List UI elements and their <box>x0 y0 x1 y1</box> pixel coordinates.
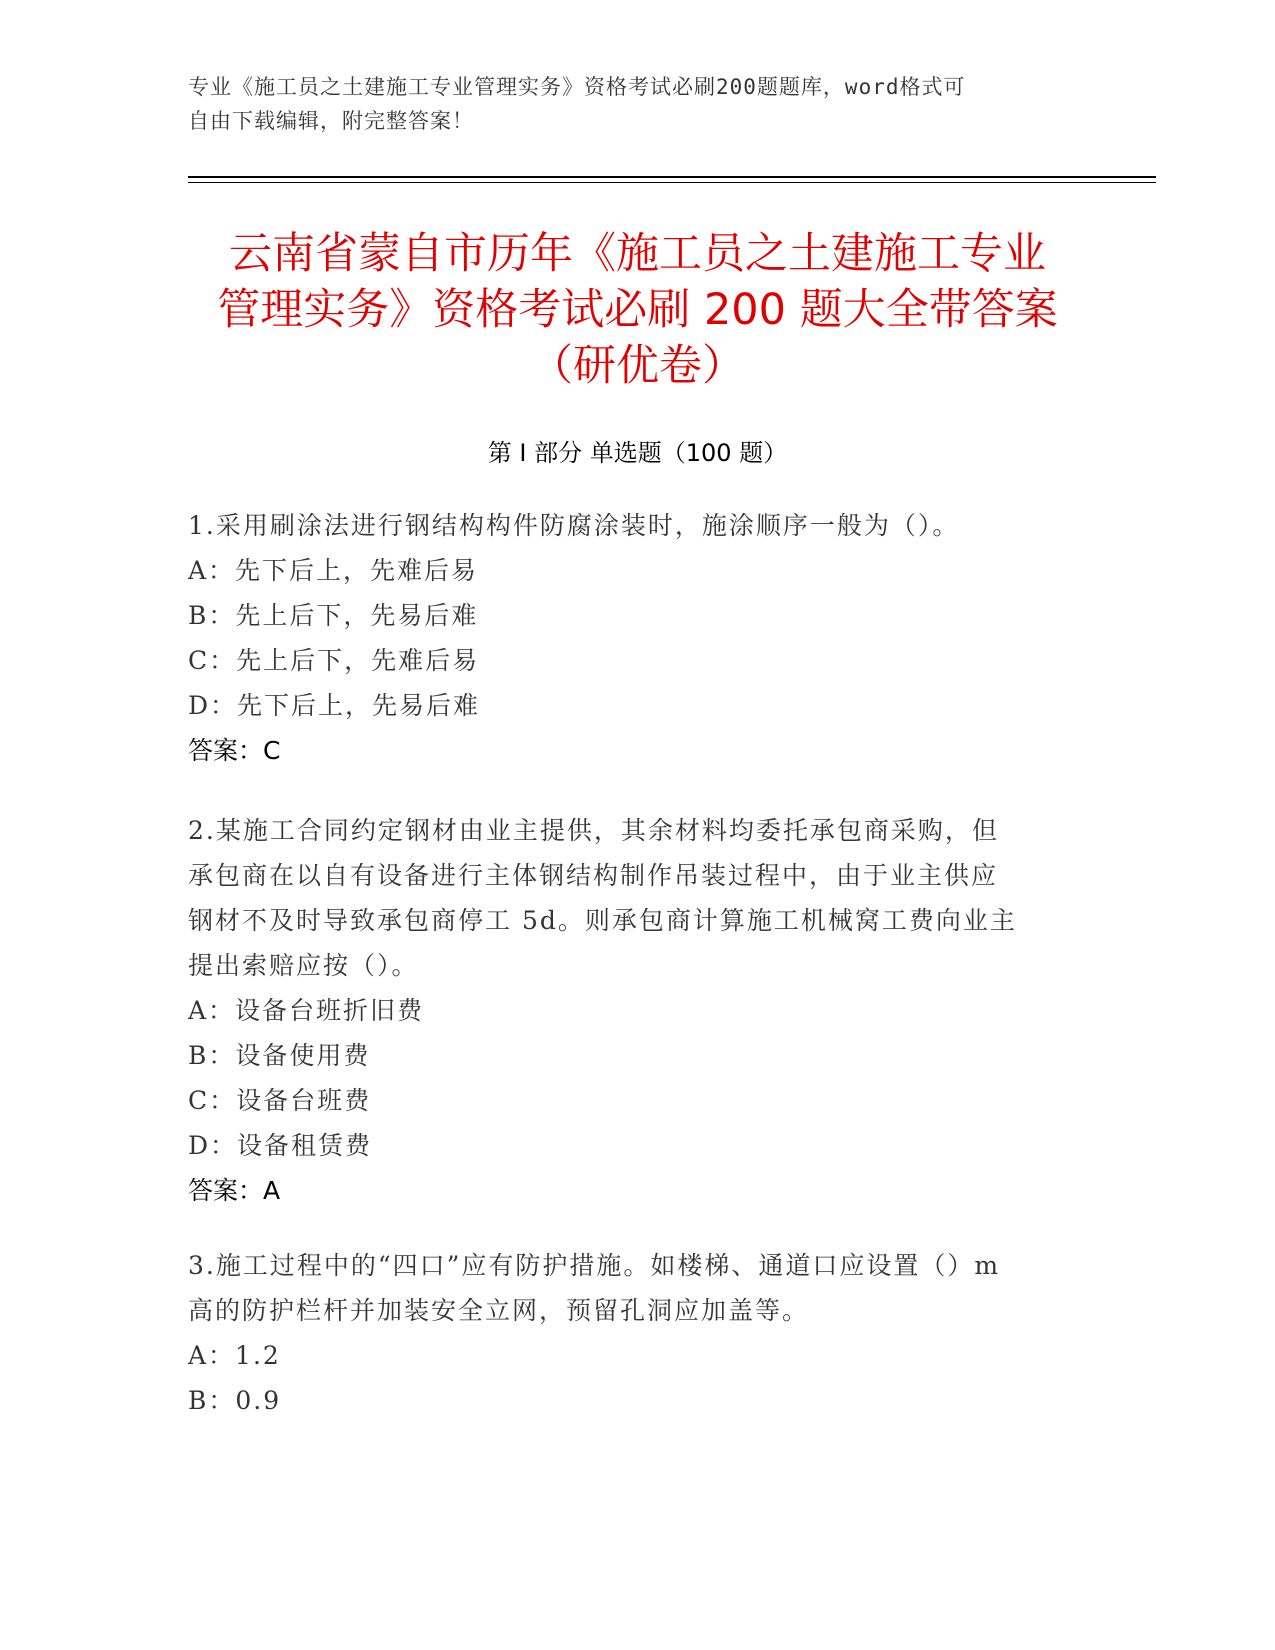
option-b: B：先上后下，先易后难 <box>188 601 479 630</box>
section-heading: 第 I 部分 单选题（100 题） <box>487 439 788 467</box>
option-b: B：设备使用费 <box>188 1041 371 1070</box>
title-line: 云南省蒙自市历年《施工员之土建施工专业 <box>229 229 1046 279</box>
option-d: D：先下后上，先易后难 <box>188 691 481 720</box>
option-d: D：设备租赁费 <box>188 1131 373 1160</box>
answer: 答案：C <box>188 736 281 765</box>
question-stem: 提出索赔应按（）。 <box>188 951 419 980</box>
option-a: A：1.2 <box>188 1341 281 1370</box>
question-3 <box>188 1243 1088 1423</box>
option-a: A：设备台班折旧费 <box>188 996 425 1025</box>
option-c: C：设备台班费 <box>188 1086 372 1115</box>
header-note-line: 自由下载编辑，附完整答案！ <box>188 109 474 133</box>
option-c: C：先上后下，先难后易 <box>188 646 480 675</box>
title-line: 管理实务》资格考试必刷 200 题大全带答案 <box>217 285 1058 335</box>
title-line: （研优卷） <box>530 341 745 391</box>
document-title <box>150 226 1125 394</box>
answer: 答案：A <box>188 1176 281 1205</box>
header-divider-thick <box>188 176 1156 178</box>
option-b: B：0.9 <box>188 1386 282 1415</box>
question-1 <box>188 503 1088 773</box>
question-stem: 承包商在以自有设备进行主体钢结构制作吊装过程中，由于业主供应 <box>188 861 999 890</box>
question-stem: 钢材不及时导致承包商停工 5d。则承包商计算施工机械窝工费向业主 <box>188 906 1017 935</box>
question-stem: 2.某施工合同约定钢材由业主提供，其余材料均委托承包商采购，但 <box>188 816 999 845</box>
header-note <box>188 70 1088 138</box>
question-stem: 3.施工过程中的“四口”应有防护措施。如楼梯、通道口应设置（）m <box>188 1251 1001 1280</box>
header-note-line: 专业《施工员之土建施工专业管理实务》资格考试必刷200题题库，word格式可 <box>188 75 966 99</box>
header-divider-thin <box>188 182 1156 183</box>
question-stem: 1.采用刷涂法进行钢结构构件防腐涂装时，施涂顺序一般为（）。 <box>188 511 960 540</box>
question-2 <box>188 808 1088 1213</box>
option-a: A：先下后上，先难后易 <box>188 556 479 585</box>
question-stem: 高的防护栏杆并加装安全立网，预留孔洞应加盖等。 <box>188 1296 810 1325</box>
